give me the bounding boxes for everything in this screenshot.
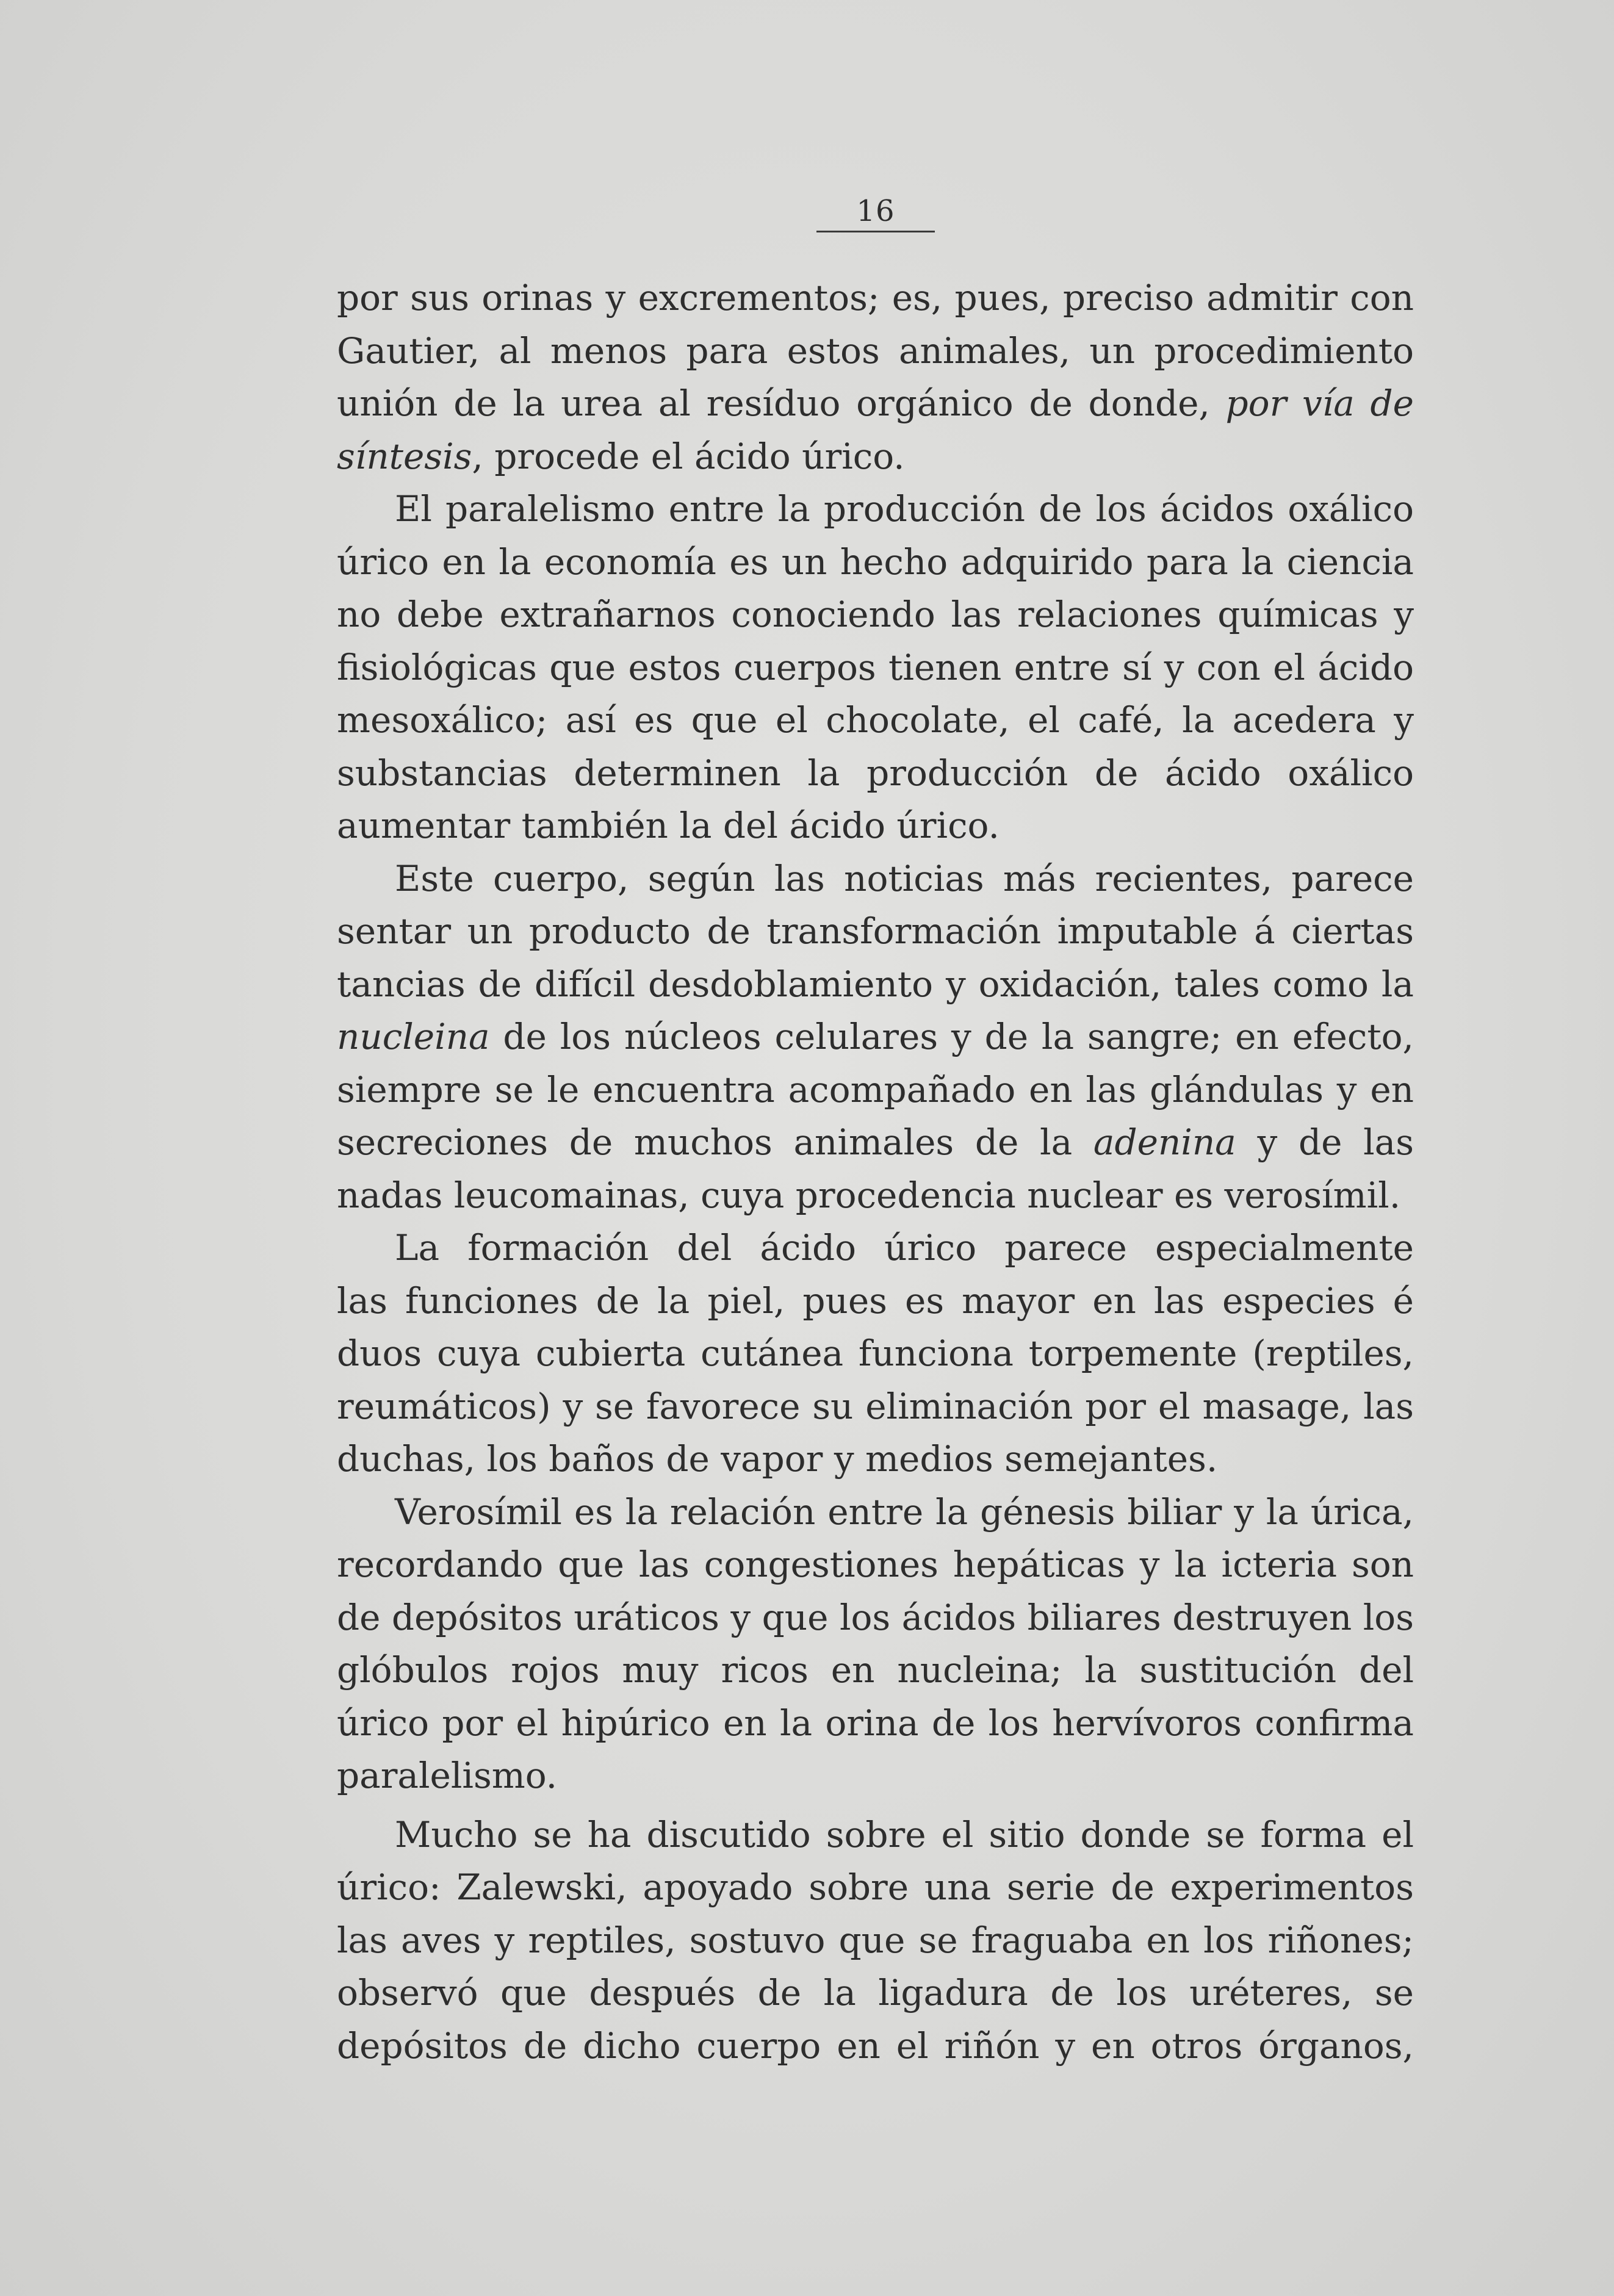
text-line: tancias de difícil desdoblamiento y oxidación, tales como la [337, 963, 1414, 1005]
text-line: de depósitos uráticos y que los ácidos biliares destruyen los [337, 1596, 1414, 1638]
text-line: Gautier, al menos para estos animales, un procedimiento [337, 329, 1414, 372]
italic-text: nucleina [337, 1016, 490, 1057]
text-run: y de las [1257, 1121, 1414, 1163]
page-number: 16 [856, 194, 895, 228]
text-line: no debe extrañarnos conociendo las relaciones químicas y [337, 594, 1414, 635]
text-line: úrico por el hipúrico en la orina de los hervívoros confirma [337, 1702, 1414, 1744]
text-line [337, 1010, 1414, 1063]
paragraph-4 [337, 1222, 1414, 1486]
text-line: siempre se le encuentra acompañado en las glándulas y en [337, 1068, 1414, 1110]
text-line [337, 1116, 1414, 1169]
text-run: unión de la urea al resíduo orgánico de donde, [337, 383, 1226, 424]
text-line: Este cuerpo, según las noticias más recientes, parece [395, 857, 1414, 899]
paragraph-gap [337, 1802, 1414, 1808]
text-line: sentar un producto de transformación imputable á ciertas [337, 910, 1414, 952]
text-line: depósitos de dicho cuerpo en el riñón y en otros órganos, [337, 2024, 1414, 2067]
text-line: fisiológicas que estos cuerpos tienen entre sí y con el ácido [337, 646, 1414, 688]
text-line: nadas leucomainas, cuya procedencia nuclear es verosímil. [337, 1174, 1401, 1216]
text-line: substancias determinen la producción de ácido oxálico [337, 752, 1414, 794]
text-run: , procede el ácido úrico. [472, 435, 905, 477]
text-line: reumáticos) y se favorece su eliminación por el masage, las [337, 1385, 1414, 1427]
text-line: La formación del ácido úrico parece especialmente [395, 1227, 1414, 1269]
text-line: por sus orinas y excrementos; es, pues, preciso admitir con [337, 277, 1414, 318]
text-line: observó que después de la ligadura de los uréteres, se [337, 1972, 1414, 2013]
text-line: paralelismo. [337, 1755, 558, 1796]
text-line: El paralelismo entre la producción de los ácidos oxálico [395, 488, 1414, 530]
paragraph-6 [337, 1808, 1414, 2073]
paragraph-5 [337, 1486, 1414, 1802]
page-number-rule [816, 231, 935, 232]
text-line: mesoxálico; así es que el chocolate, el café, la acedera y [337, 699, 1414, 741]
text-line: duos cuya cubierta cutánea funciona torpemente (reptiles, [337, 1333, 1414, 1374]
text-line: recordando que las congestiones hepáticas y la icteria son [337, 1544, 1414, 1585]
italic-text: por vía de [1225, 383, 1414, 424]
text-line: duchas, los baños de vapor y medios semejantes. [337, 1438, 1218, 1480]
text-line: úrico: Zalewski, apoyado sobre una serie de experimentos [337, 1866, 1414, 1908]
text-run: secreciones de muchos animales de la [337, 1121, 1093, 1163]
paragraph-1 [337, 272, 1414, 483]
paragraph-2 [337, 483, 1414, 852]
text-run: de los núcleos celulares y de la sangre; en efecto, [503, 1016, 1414, 1057]
text-line [337, 377, 1414, 430]
text-line: las aves y reptiles, sostuvo que se fraguaba en los riñones; [337, 1919, 1414, 1961]
text-line: Mucho se ha discutido sobre el sitio donde se forma el [395, 1813, 1414, 1855]
italic-text: adenina [1093, 1121, 1236, 1163]
italic-text: síntesis [337, 435, 472, 477]
text-line: úrico en la economía es un hecho adquirido para la ciencia [337, 541, 1414, 583]
text-line: glóbulos rojos muy ricos en nucleina; la sustitución del [337, 1649, 1414, 1691]
paragraph-3 [337, 852, 1414, 1222]
text-line [337, 430, 1414, 483]
text-line: aumentar también la del ácido úrico. [337, 805, 1000, 846]
text-line: las funciones de la piel, pues es mayor en las especies é [337, 1279, 1414, 1322]
text-line: Verosímil es la relación entre la génesis biliar y la úrica, [395, 1491, 1414, 1533]
body-text [337, 272, 1414, 2072]
